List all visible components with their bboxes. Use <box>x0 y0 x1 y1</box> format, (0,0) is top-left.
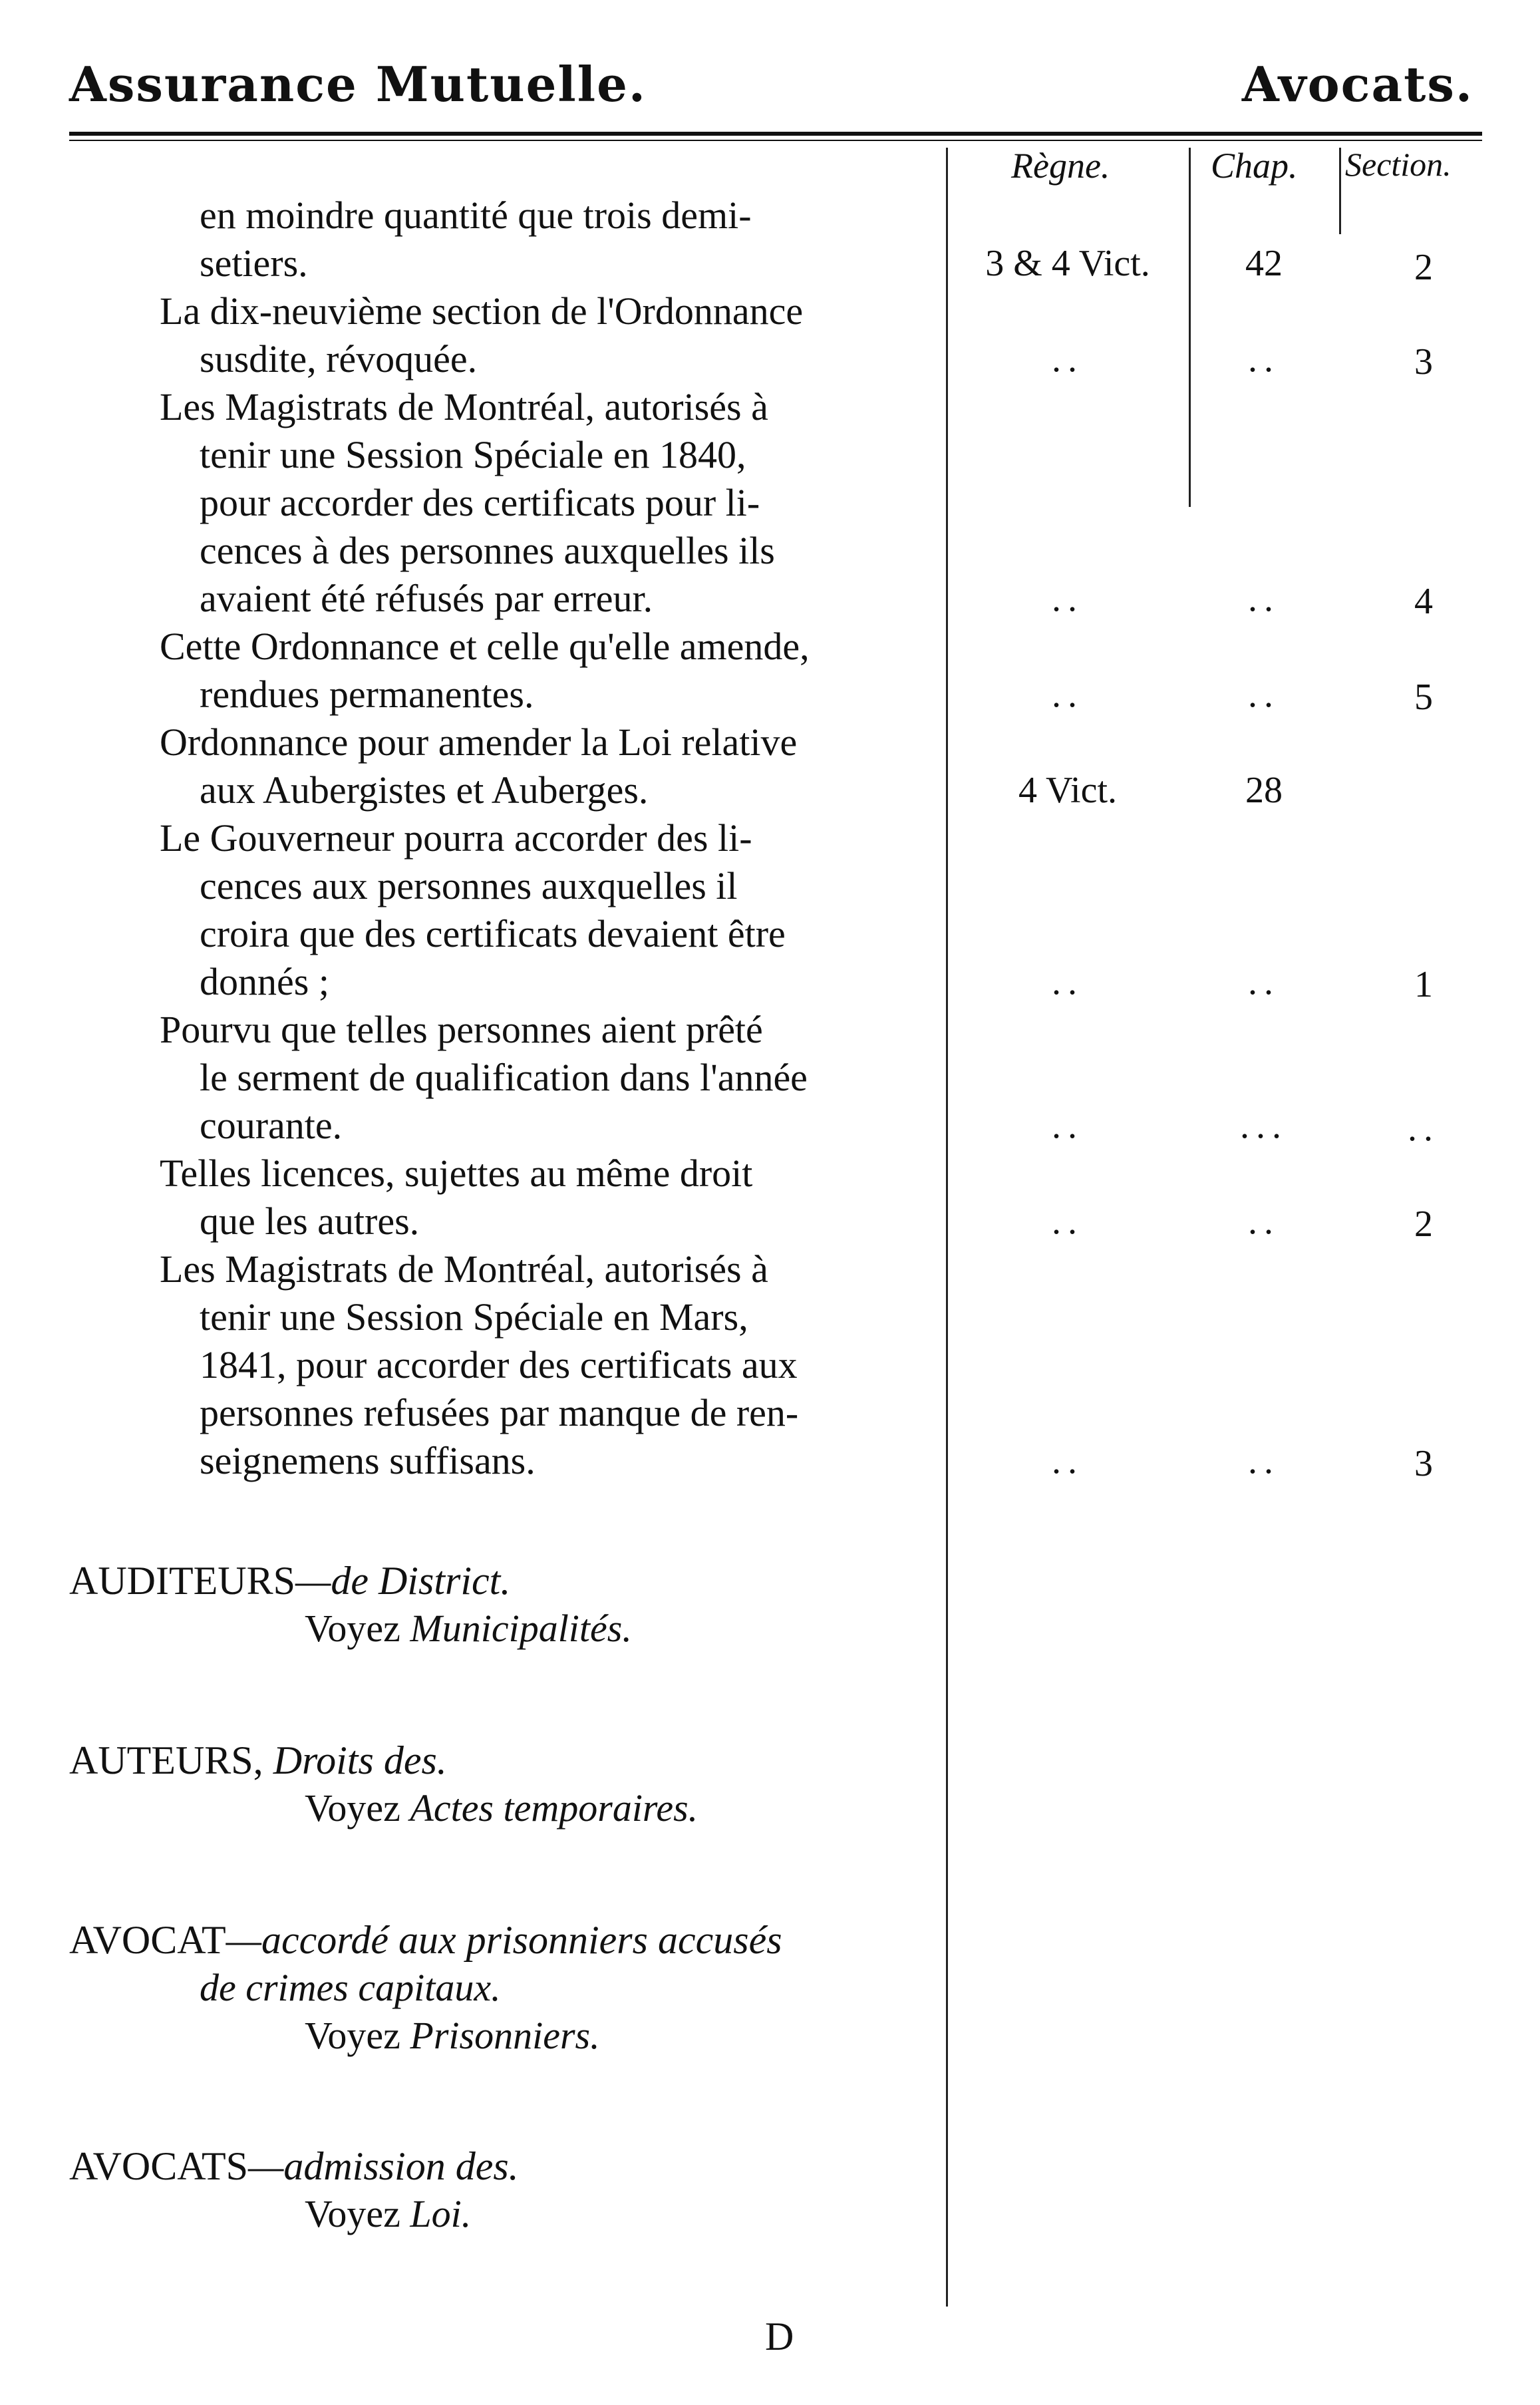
entry-head: AVOCATS <box>69 2144 248 2188</box>
see-target: Actes temporaires. <box>410 1786 698 1830</box>
column-divider-text <box>946 148 948 2307</box>
text-line: Telles licences, sujettes au même droit <box>160 1152 753 1195</box>
ref-regne: .. <box>1052 1201 1084 1242</box>
text-line: en moindre quantité que trois demi- <box>200 194 752 237</box>
text-line: le serment de qualification dans l'année <box>200 1056 808 1099</box>
entry-head: AUDITEURS <box>69 1559 295 1603</box>
text-line: rendues permanentes. <box>200 673 534 716</box>
text-line: susdite, révoquée. <box>200 337 478 381</box>
text-line: aux Aubergistes et Auberges. <box>200 768 649 812</box>
text-line: cences aux personnes auxquelles il <box>200 864 738 907</box>
index-see-also <box>305 1606 632 1651</box>
ref-regne: 4 Vict. <box>1018 770 1118 811</box>
voyez-label: Voyez <box>305 1786 400 1830</box>
text-line: Les Magistrats de Montréal, autorisés à <box>160 1247 768 1291</box>
text-line: Pourvu que telles personnes aient prêté <box>160 1008 763 1051</box>
text-line: Le Gouverneur pourra accorder des li- <box>160 816 752 860</box>
see-target: Municipalités. <box>410 1607 632 1650</box>
ref-regne: .. <box>1052 961 1084 1003</box>
ref-regne: .. <box>1052 1440 1084 1482</box>
index-see-also <box>305 2191 471 2236</box>
see-target: Prisonniers. <box>410 2014 600 2057</box>
text-line: donnés ; <box>200 960 329 1003</box>
index-see-also <box>305 2013 600 2058</box>
ref-regne: .. <box>1052 674 1084 715</box>
voyez-label: Voyez <box>305 2192 400 2235</box>
ref-section: 2 <box>1414 247 1433 288</box>
index-entry-auteurs <box>69 1738 447 1784</box>
ref-regne: .. <box>1052 578 1084 619</box>
ref-chap: .. <box>1248 578 1280 619</box>
text-line: setiers. <box>200 241 308 285</box>
ref-section: 3 <box>1414 1443 1433 1484</box>
text-line: Cette Ordonnance et celle qu'elle amende, <box>160 625 810 668</box>
ref-regne: .. <box>1052 339 1084 380</box>
index-see-also <box>305 1786 698 1830</box>
text-line: pour accorder des certificats pour li- <box>200 481 760 524</box>
column-divider-chap <box>1339 148 1341 234</box>
text-line: seignemens suffisans. <box>200 1439 536 1482</box>
text-line: personnes refusées par manque de ren- <box>200 1391 799 1434</box>
text-line: Les Magistrats de Montréal, autorisés à <box>160 385 768 428</box>
ref-regne: 3 & 4 Vict. <box>985 243 1150 284</box>
column-heading-regne: Règne. <box>1011 146 1110 186</box>
see-target: Loi. <box>410 2192 472 2235</box>
entry-cont-italic: de crimes capitaux. <box>200 1966 501 2009</box>
ref-section: 1 <box>1414 964 1433 1005</box>
text-line: 1841, pour accorder des certificats aux <box>200 1343 798 1386</box>
ref-chap: .. <box>1248 961 1280 1003</box>
ref-chap: .. <box>1248 339 1280 380</box>
text-line: La dix-neuvième section de l'Ordonnance <box>160 289 804 333</box>
header-rule-thin <box>69 140 1482 141</box>
entry-head: AUTEURS, <box>69 1738 263 1782</box>
entry-head-italic: Droits des. <box>273 1738 447 1782</box>
column-divider-regne <box>1189 148 1191 507</box>
ref-chap: .. <box>1248 1440 1280 1482</box>
running-head-left: Assurance Mutuelle. <box>69 56 647 112</box>
signature-mark: D <box>765 2315 794 2358</box>
index-entry-continuation <box>200 1965 501 2010</box>
entry-head: AVOCAT <box>69 1918 226 1962</box>
index-entry-avocats <box>69 2144 519 2189</box>
ref-chap: 28 <box>1245 770 1283 811</box>
text-line: cences à des personnes auxquelles ils <box>200 529 775 572</box>
text-line: avaient été réfusés par erreur. <box>200 577 653 620</box>
entry-head-italic: —accordé aux prisonniers accusés <box>226 1918 782 1962</box>
ref-section: 2 <box>1414 1203 1433 1245</box>
voyez-label: Voyez <box>305 2014 400 2057</box>
text-line: tenir une Session Spéciale en Mars, <box>200 1295 748 1339</box>
text-line: croira que des certificats devaient être <box>200 912 786 955</box>
ref-section: 5 <box>1414 677 1433 718</box>
text-line: courante. <box>200 1104 343 1147</box>
ref-chap: .. <box>1248 674 1280 715</box>
running-head-right: Avocats. <box>1241 56 1473 112</box>
ref-section: 4 <box>1414 581 1433 622</box>
entry-head-italic: —de District. <box>295 1559 511 1603</box>
index-entry-avocat <box>69 1917 782 1963</box>
column-heading-section: Section. <box>1345 146 1452 183</box>
text-line: tenir une Session Spéciale en 1840, <box>200 433 746 476</box>
entry-head-italic: —admission des. <box>247 2144 519 2188</box>
ref-regne: .. <box>1052 1105 1084 1146</box>
text-line: Ordonnance pour amender la Loi relative <box>160 721 798 764</box>
ref-chap: 42 <box>1245 243 1283 284</box>
voyez-label: Voyez <box>305 1607 400 1650</box>
text-line: que les autres. <box>200 1200 420 1243</box>
ref-chap: .. <box>1248 1201 1280 1242</box>
header-rule-thick <box>69 132 1482 136</box>
column-heading-chap: Chap. <box>1211 146 1298 186</box>
ref-section: 3 <box>1414 341 1433 383</box>
ref-chap: ... <box>1240 1105 1288 1146</box>
index-entry-auditeurs <box>69 1558 510 1604</box>
ref-section: .. <box>1408 1108 1440 1149</box>
